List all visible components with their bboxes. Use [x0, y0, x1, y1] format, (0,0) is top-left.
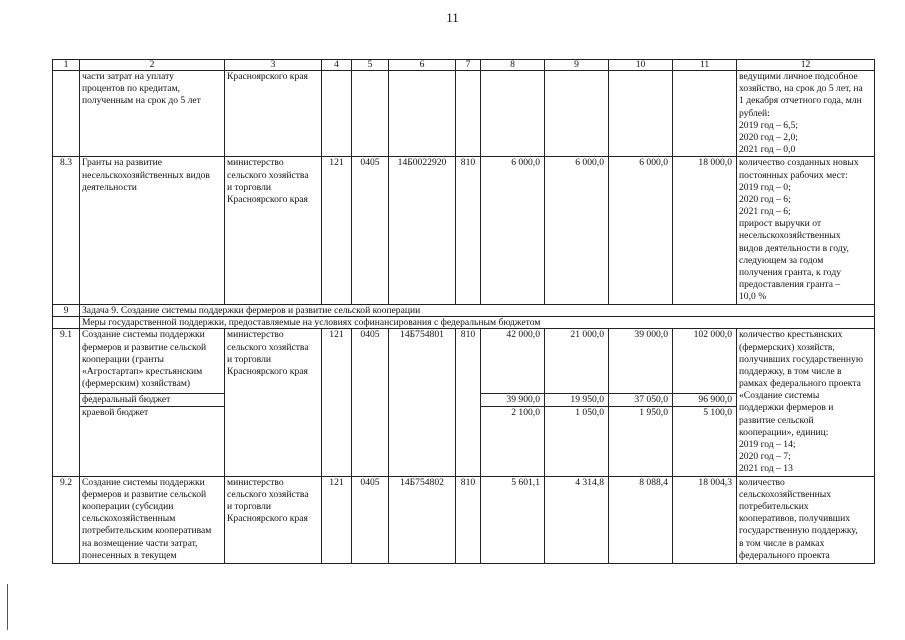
budget-federal-label: федеральный бюджет	[80, 393, 225, 406]
col-header: 8	[481, 60, 545, 71]
row-number: 9.1	[53, 329, 80, 476]
col-header: 12	[737, 60, 875, 71]
section-code: 0405	[352, 476, 389, 563]
page-number: 11	[446, 10, 459, 25]
col-header: 6	[389, 60, 456, 71]
subsection-title: Меры государственной поддержки, предоставляемые на условиях софинансирования с федеральным бюджетом	[80, 317, 875, 329]
executor: министерство сельского хозяйства и торговли Красноярского края	[225, 476, 322, 563]
table-row	[53, 476, 875, 563]
program-table	[52, 59, 875, 564]
margin-mark	[7, 584, 8, 630]
measure-name: Гранты на развитие несельскохозяйственных видов деятельности	[80, 157, 225, 305]
measure-name: Создание системы поддержки фермеров и развитие сельской кооперации (гранты «Агростартап» крестьянским (фермерским) хозяйствам)	[80, 329, 225, 393]
target-article: 14Б754802	[389, 476, 456, 563]
grbs-code: 121	[322, 157, 352, 305]
expense-type: 810	[456, 329, 481, 476]
amount-2020: 4 314,8	[545, 476, 609, 563]
regional-2020: 1 050,0	[545, 407, 609, 476]
row-number	[53, 71, 80, 157]
amount-2019: 6 000,0	[481, 157, 545, 305]
col-header: 9	[545, 60, 609, 71]
table-row	[53, 157, 875, 305]
col-header: 4	[322, 60, 352, 71]
expected-result: ведущими личное подсобное хозяйство, на срок до 5 лет, на 1 декабря отчетного года, млн рублей: 2019 год – 6,5; 2020 год – 2,0; 2021 год – 0,0	[737, 71, 875, 157]
table-row	[53, 71, 875, 157]
task-row	[53, 305, 875, 317]
col-header: 2	[80, 60, 225, 71]
col-header: 10	[609, 60, 673, 71]
row-number: 9	[53, 305, 80, 317]
budget-regional-label: краевой бюджет	[80, 407, 225, 476]
amount-total: 18 000,0	[673, 157, 737, 305]
section-code: 0405	[352, 157, 389, 305]
regional-total: 5 100,0	[673, 407, 737, 476]
row-number: 8.3	[53, 157, 80, 305]
amount-2021: 8 088,4	[609, 476, 673, 563]
target-article: 14Б754801	[389, 329, 456, 476]
col-header: 5	[352, 60, 389, 71]
amount-2021: 6 000,0	[609, 157, 673, 305]
col-header: 1	[53, 60, 80, 71]
col-header: 7	[456, 60, 481, 71]
expected-result: количество крестьянских (фермерских) хозяйств, получивших государственную поддержку, в том числе в рамках федерального проекта «Создание системы поддержки фермеров и развитие сельской кооперации», единиц: 2019 год – 14; 2020 год – 7; 2021 год – 13	[737, 329, 875, 476]
measure-name: Создание системы поддержки фермеров и развитие сельской кооперации (субсидии сельскохозяйственным потребительским кооперативам на возмещение части затрат, понесенных в текущем	[80, 476, 225, 563]
header-row	[53, 60, 875, 71]
table-row	[53, 329, 875, 393]
amount-2019: 5 601,1	[481, 476, 545, 563]
expense-type: 810	[456, 476, 481, 563]
expected-result: количество созданных новых постоянных рабочих мест: 2019 год – 0; 2020 год – 6; 2021 год – 6; прирост выручки от несельскохозяйственных видов деятельности в году, следующем за годом получения гранта, к году предоставления гранта – 10,0 %	[737, 157, 875, 305]
federal-total: 96 900,0	[673, 393, 737, 406]
target-article: 14Б0022920	[389, 157, 456, 305]
executor: Красноярского края	[225, 71, 322, 157]
amount-2020: 21 000,0	[545, 329, 609, 393]
executor: министерство сельского хозяйства и торговли Красноярского края	[225, 157, 322, 305]
subsection-row	[53, 317, 875, 329]
row-number: 9.2	[53, 476, 80, 563]
col-header: 11	[673, 60, 737, 71]
federal-2021: 37 050,0	[609, 393, 673, 406]
measure-name: части затрат на уплату процентов по кредитам, полученным на срок до 5 лет	[80, 71, 225, 157]
executor: министерство сельского хозяйства и торговли Красноярского края	[225, 329, 322, 476]
amount-2019: 42 000,0	[481, 329, 545, 393]
col-header: 3	[225, 60, 322, 71]
section-code: 0405	[352, 329, 389, 476]
amount-2021: 39 000,0	[609, 329, 673, 393]
expected-result: количество сельскохозяйственных потребительских кооперативов, получивших государственную поддержку, в том числе в рамках федерального проекта	[737, 476, 875, 563]
expense-type: 810	[456, 157, 481, 305]
grbs-code: 121	[322, 329, 352, 476]
regional-2021: 1 950,0	[609, 407, 673, 476]
federal-2020: 19 950,0	[545, 393, 609, 406]
regional-2019: 2 100,0	[481, 407, 545, 476]
task-title: Задача 9. Создание системы поддержки фермеров и развитие сельской кооперации	[80, 305, 875, 317]
grbs-code: 121	[322, 476, 352, 563]
amount-total: 102 000,0	[673, 329, 737, 393]
federal-2019: 39 900,0	[481, 393, 545, 406]
amount-total: 18 004,3	[673, 476, 737, 563]
amount-2020: 6 000,0	[545, 157, 609, 305]
